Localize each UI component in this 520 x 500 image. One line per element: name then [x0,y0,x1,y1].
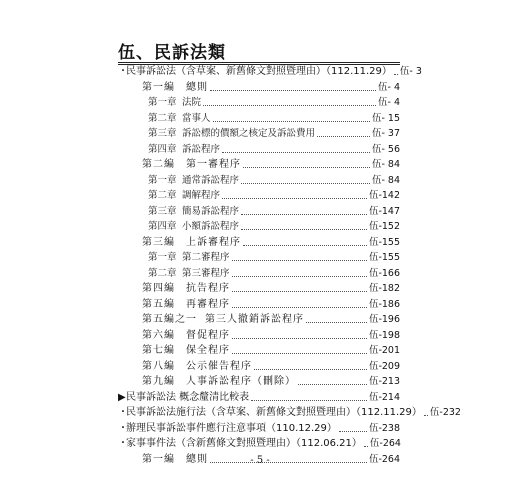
dot-leader [241,229,367,230]
toc-entry [142,328,400,342]
toc-page-number: 伍-201 [368,345,400,356]
toc-page-number: 伍-264 [369,438,401,449]
toc-entry-label: 當事人 [182,112,211,124]
dot-leader [222,152,370,153]
toc-entry [118,64,422,78]
toc-entry [148,266,400,280]
toc-page-number: 伍-182 [368,283,400,294]
edition-number: 第一編 [142,81,175,93]
edition-number: 第二編 [142,159,175,170]
edition-number: 第六編 [142,329,175,341]
toc-entry [148,95,400,109]
toc-page-number: 伍-155 [368,252,400,263]
toc-page-number: 伍- 84 [371,159,400,170]
toc-entry-label: 訴訟程序 [182,143,221,155]
dot-leader [241,214,367,215]
bullet-marker: ・ [118,438,128,449]
dot-leader [251,400,367,401]
chapter-number: 第四章 [148,143,177,155]
chapter-number: 第一章 [148,252,177,263]
toc-entry [148,126,400,140]
toc-page-number: 伍-152 [368,221,400,232]
toc-entry [142,359,400,373]
toc-entry-label: 總則 [186,81,208,93]
toc-page-number: 伍-232 [429,407,461,418]
toc-entry-label: 人事訴訟程序（刪除） [186,376,296,387]
chapter-number: 第一章 [148,97,177,108]
page-title: 伍、民訴法類 [118,43,226,63]
toc-page-number: 伍- 4 [378,81,400,93]
toc-entry [142,281,400,295]
dot-leader [232,307,367,308]
toc-page-number: 伍- 84 [371,174,400,186]
toc-entry [142,157,400,171]
toc-entry [148,250,400,264]
chapter-number: 第四章 [148,221,177,232]
chapter-number: 第二章 [148,190,177,201]
dot-leader [210,90,376,91]
toc-entry [142,374,400,388]
toc-entry-label: 抗告程序 [186,283,230,294]
toc-entry [142,343,400,357]
toc-entry [118,421,400,435]
dot-leader [254,369,367,370]
toc-entry [142,235,400,249]
dot-leader [339,431,367,432]
dot-leader [364,446,368,447]
toc-entry-label: 簡易訴訟程序 [182,205,240,217]
toc-entry [148,188,400,202]
toc-page-number: 伍-264 [368,453,400,465]
toc-page-number: 伍- 4 [378,97,400,108]
edition-number: 第九編 [142,376,175,387]
toc-page-number: 伍-166 [368,267,400,279]
toc-entry [148,111,400,125]
toc-entry [142,297,400,311]
toc-page-number: 伍-196 [368,314,400,325]
dot-leader [243,245,367,246]
toc-entry-label: 民事訴訟法施行法（含草案、新舊條文對照暨理由）（112.11.29） [126,407,422,418]
toc-entry-label: 辦理民事訴訟事件應行注意事項（110.12.29） [126,422,337,434]
toc-entry-label: 第二審程序 [182,252,230,263]
toc-entry-label: 民事訴訟法 概念釐清比較表 [126,391,250,403]
edition-number: 第三編 [142,236,175,248]
toc-page-number: 伍-238 [368,422,400,434]
page-number: - 5 - [250,455,270,466]
dot-leader [232,291,367,292]
toc-entry-label: 總則 [186,453,208,465]
toc-entry [148,219,400,233]
toc-page-number: 伍-147 [368,205,400,217]
toc-entry-label: 上訴審程序 [186,236,241,248]
toc-page-number: 伍-213 [368,376,400,387]
edition-number: 第一編 [142,453,175,465]
toc-entry-label: 再審程序 [186,298,230,310]
chapter-number: 第三章 [148,205,177,217]
toc-entry-label: 法院 [182,97,202,108]
chapter-number: 第一章 [148,174,177,186]
toc-page-number: 伍-186 [368,298,400,310]
chapter-number: 第二章 [148,267,177,279]
toc-page-number: 伍- 3 [399,66,422,77]
chapter-number: 第三章 [148,128,177,139]
toc-entry-label: 民事訴訟法（含草案、新舊條文對照暨理由）（112.11.29） [126,66,392,77]
chapter-number: 第二章 [148,112,177,124]
toc-page-number: 伍-198 [368,329,400,341]
toc-page-number: 伍-214 [368,391,400,403]
edition-number: 第五編 [142,298,175,310]
toc-page-number: 伍-142 [368,190,400,201]
dot-leader [424,415,428,416]
edition-number: 第七編 [142,345,175,356]
toc-entry [148,204,400,218]
dot-leader [306,322,367,323]
toc-entry-label: 督促程序 [186,329,230,341]
toc-entry-label: 家事事件法（含新舊條文對照暨理由）（112.06.21） [126,438,362,449]
toc-entry-label: 第三人撤銷訴訟程序 [205,314,304,325]
dot-leader [203,105,376,106]
toc-entry [148,142,400,156]
toc-page-number: 伍- 56 [371,143,400,155]
bullet-marker: ・ [118,66,128,77]
dot-leader [298,384,367,385]
toc-entry [118,405,461,419]
dot-leader [213,121,370,122]
toc-entry [118,436,400,450]
edition-number: 第八編 [142,360,175,372]
toc-page-number: 伍- 37 [371,128,400,139]
title-rule-top [118,62,400,63]
dot-leader [241,183,370,184]
toc-entry-label: 保全程序 [186,345,230,356]
toc-entry [118,390,400,404]
dot-leader [232,276,367,277]
dot-leader [317,136,370,137]
dot-leader [222,198,367,199]
toc-entry [142,312,400,326]
toc-entry-label: 訴訟標的價額之核定及訴訟費用 [182,128,316,139]
edition-number: 第五編之一 [142,314,197,325]
dot-leader [243,167,370,168]
toc-entry-label: 第一審程序 [186,159,241,170]
toc-entry [142,80,400,94]
toc-entry-label: 公示催告程序 [186,360,252,372]
bullet-marker: ・ [118,422,128,434]
toc-page-number: 伍- 15 [371,112,400,124]
dot-leader [394,74,398,75]
dot-leader [232,338,367,339]
toc-entry-label: 調解程序 [182,190,221,201]
toc-entry-label: 小額訴訟程序 [182,221,240,232]
toc-page-number: 伍-155 [368,236,400,248]
toc-entry-label: 通常訴訟程序 [182,174,240,186]
toc-entry [148,173,400,187]
toc-entry-label: 第三審程序 [182,267,230,279]
dot-leader [232,260,367,261]
toc-page-number: 伍-209 [368,360,400,372]
bullet-marker: ・ [118,407,128,418]
dot-leader [232,353,367,354]
edition-number: 第四編 [142,283,175,294]
arrow-bullet-icon: ▶ [118,391,126,403]
